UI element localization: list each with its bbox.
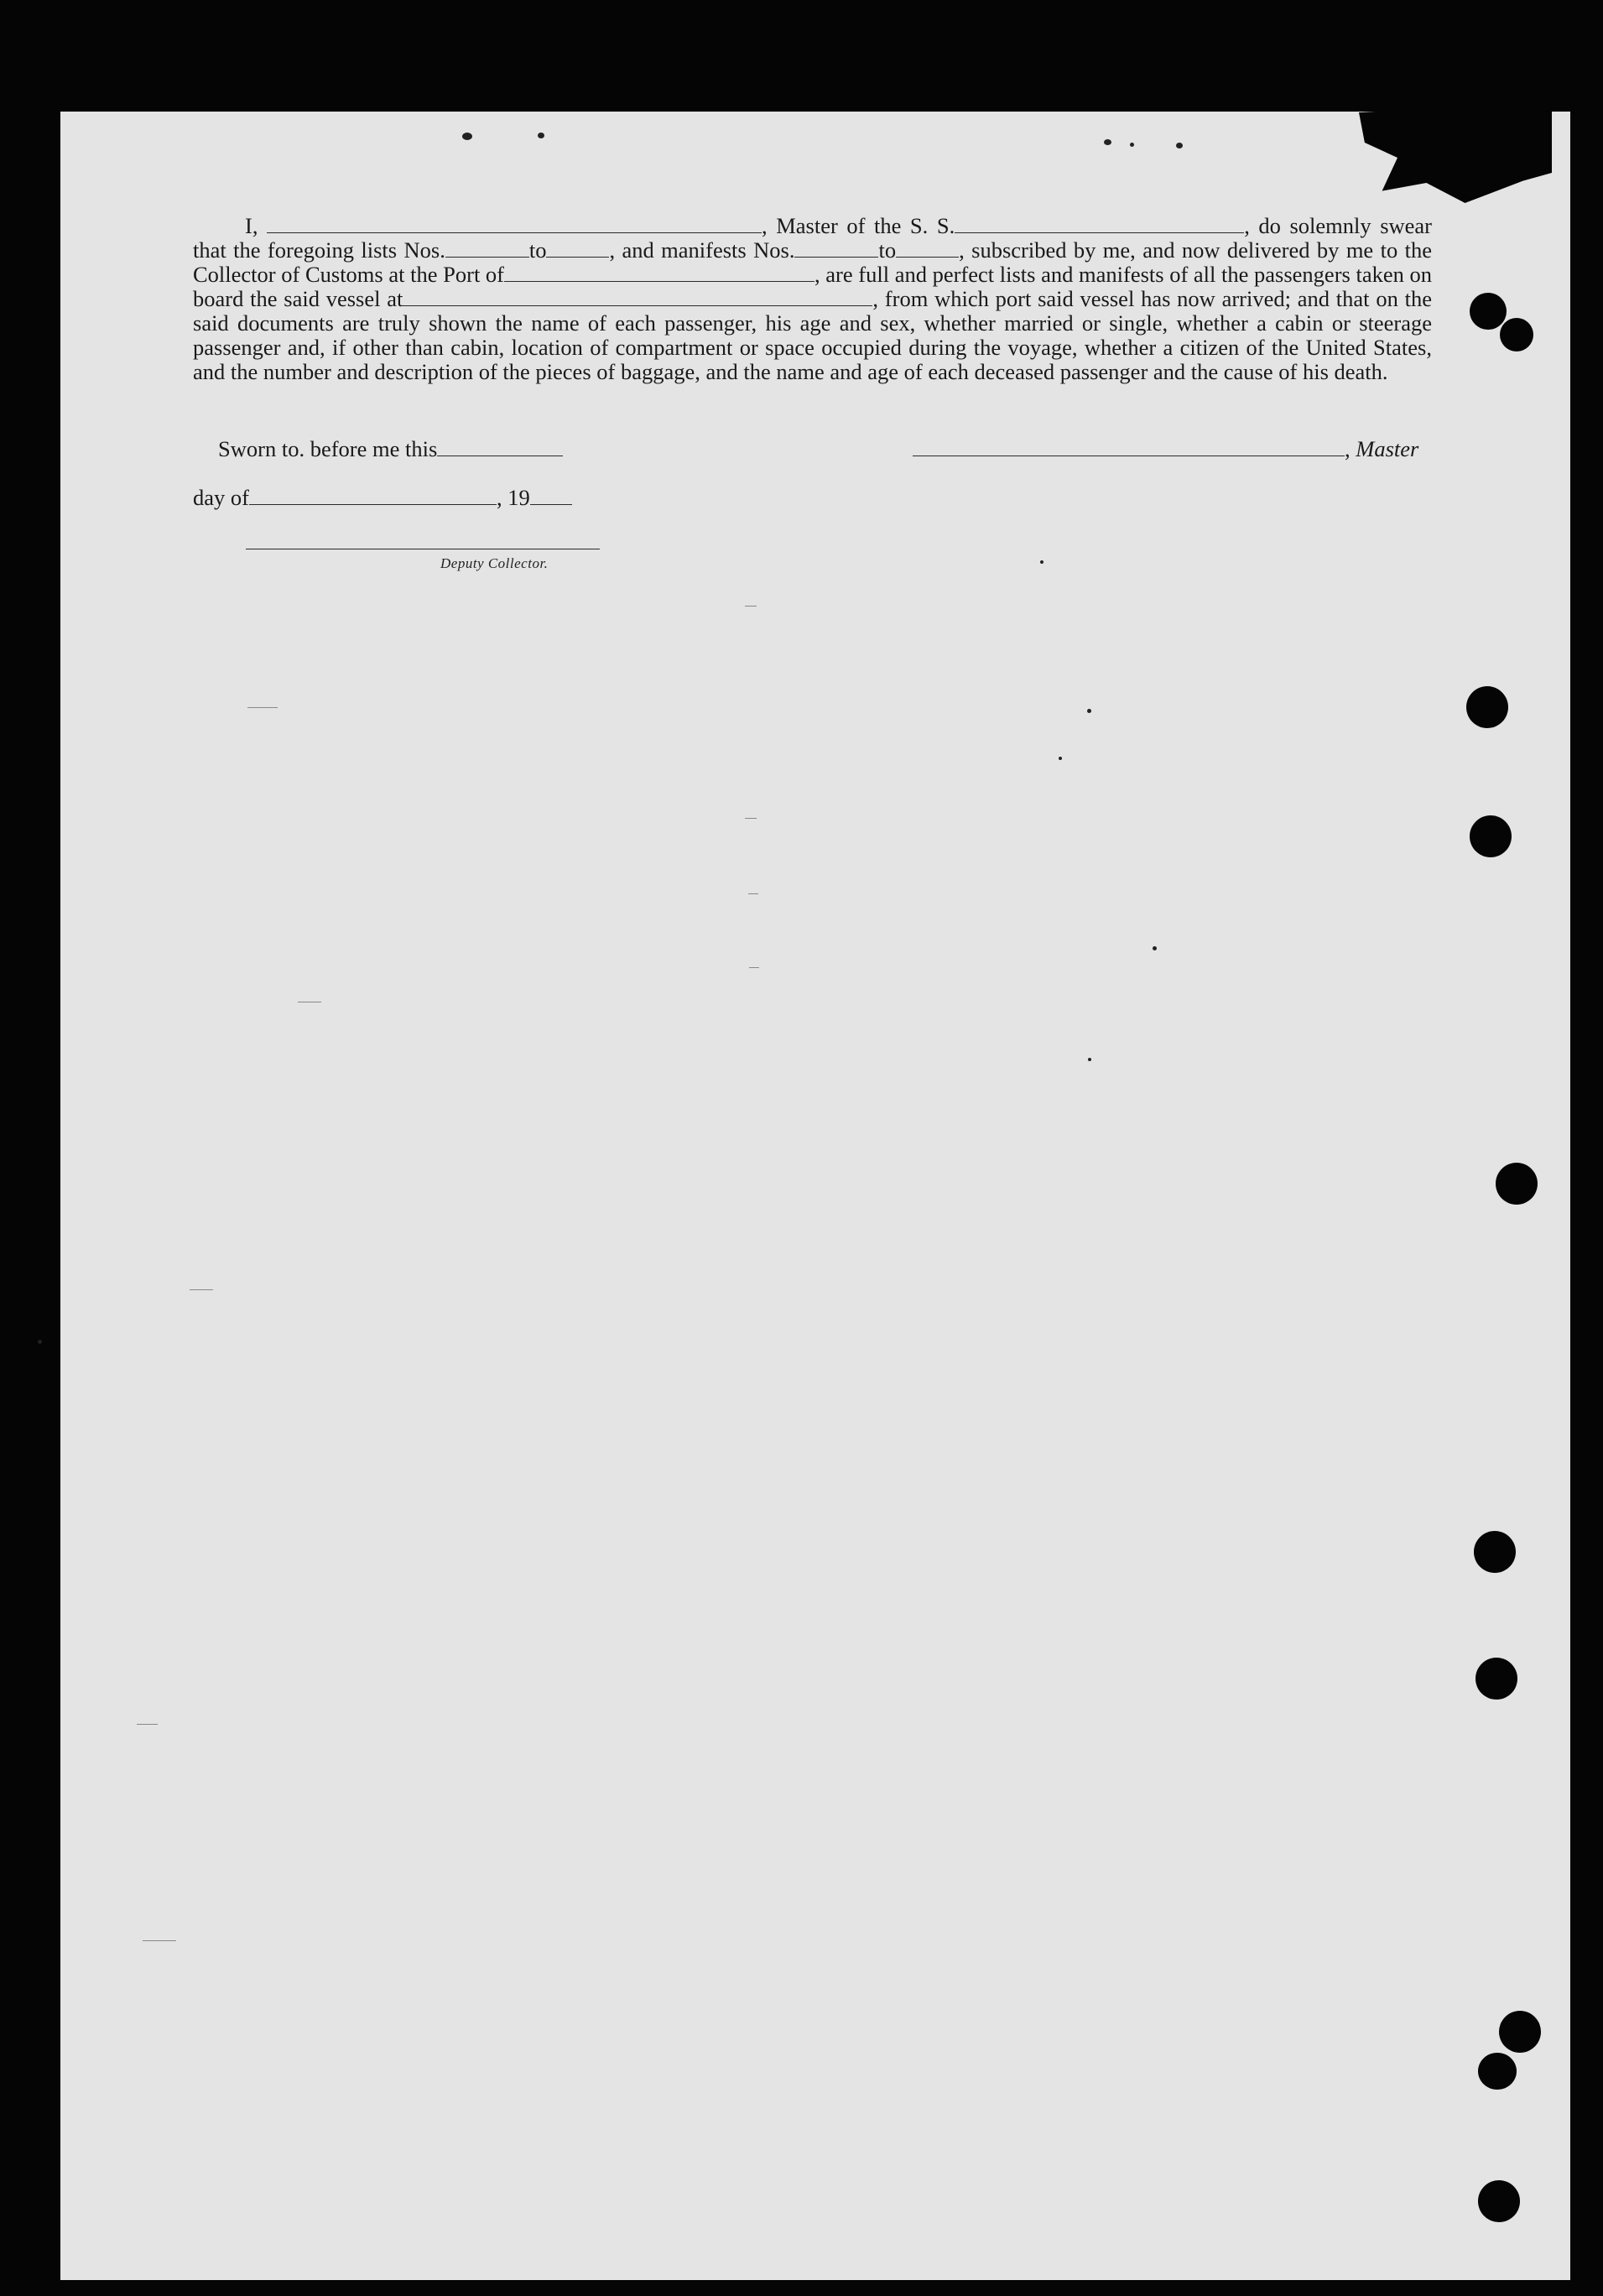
manifest-to-blank [896,239,959,258]
port-blank [504,263,815,282]
oath-text-5: , and manifests Nos. [609,237,795,263]
speck [538,133,544,138]
speck [1176,143,1183,148]
punch-hole [1466,686,1508,728]
year-blank [530,487,572,505]
speck [1059,757,1062,760]
faint-mark [749,967,759,968]
master-label: Master [1356,436,1419,461]
oath-text-4: to [528,237,547,263]
oath-paragraph [193,214,1432,384]
punch-hole [1470,293,1507,330]
oath-text-9: , from which port said vessel has now arrived; and that on the said documents are truly shown the name of each passenger, his age and sex, whether married or single, whether a cabin or steerage passenger and, if other than cabin, location of compartment or space occupied during the voyage, whether a citizen of the United States, and the number and description of the pieces of baggage, and the name and age of each deceased passenger and the cause of his death. [193,286,1432,384]
oath-text-6: to [878,237,897,263]
list-from-blank [445,239,529,258]
faint-mark [247,707,278,708]
oath-text-2: , Master of the S. S. [762,213,955,238]
speck [38,1340,42,1344]
faint-mark [745,606,757,607]
faint-mark [137,1724,158,1725]
oath-text-8: , are full and perfect lists and manifests of all the passengers taken on board the said vessel at [193,262,1432,311]
master-signature-line [913,436,1433,462]
punch-hole [1470,815,1512,857]
speck [1153,946,1157,950]
speck [462,133,472,140]
ship-name-blank [955,215,1244,233]
sworn-label: Sworn to. before me this [218,436,438,461]
punch-hole [1478,2053,1517,2090]
list-to-blank [546,239,609,258]
faint-mark [748,893,758,894]
speck [1088,1058,1091,1061]
departure-port-blank [403,288,872,306]
master-comma: , [1345,436,1356,461]
sworn-line [218,436,563,462]
faint-mark [143,1940,176,1941]
deputy-collector-label: Deputy Collector. [440,555,549,571]
master-name-blank [267,215,762,233]
oath-text-7: , subscribed by me, and now delivered by me to the Collector of Customs at the Port of [193,237,1433,287]
punch-hole [1499,2011,1541,2053]
oath-text-1: I, [245,213,268,238]
speck [1130,143,1134,147]
year-label: , 19 [496,485,530,510]
faint-mark [190,1289,213,1290]
punch-hole [1474,1531,1516,1573]
punch-hole [1496,1163,1538,1205]
speck [1104,139,1111,145]
day-label: day of [193,485,249,510]
punch-hole [1500,318,1533,351]
month-blank [249,487,497,505]
manifest-from-blank [794,239,878,258]
faint-mark [745,818,757,819]
master-signature-blank [913,438,1345,456]
sworn-day-blank [437,438,563,456]
speck [1087,709,1091,713]
punch-hole [1475,1658,1517,1700]
oath-text-3: , do solemnly swear that the foregoing lists Nos. [193,213,1432,263]
speck [1040,560,1044,564]
punch-hole [1478,2180,1520,2222]
day-line [193,485,572,511]
